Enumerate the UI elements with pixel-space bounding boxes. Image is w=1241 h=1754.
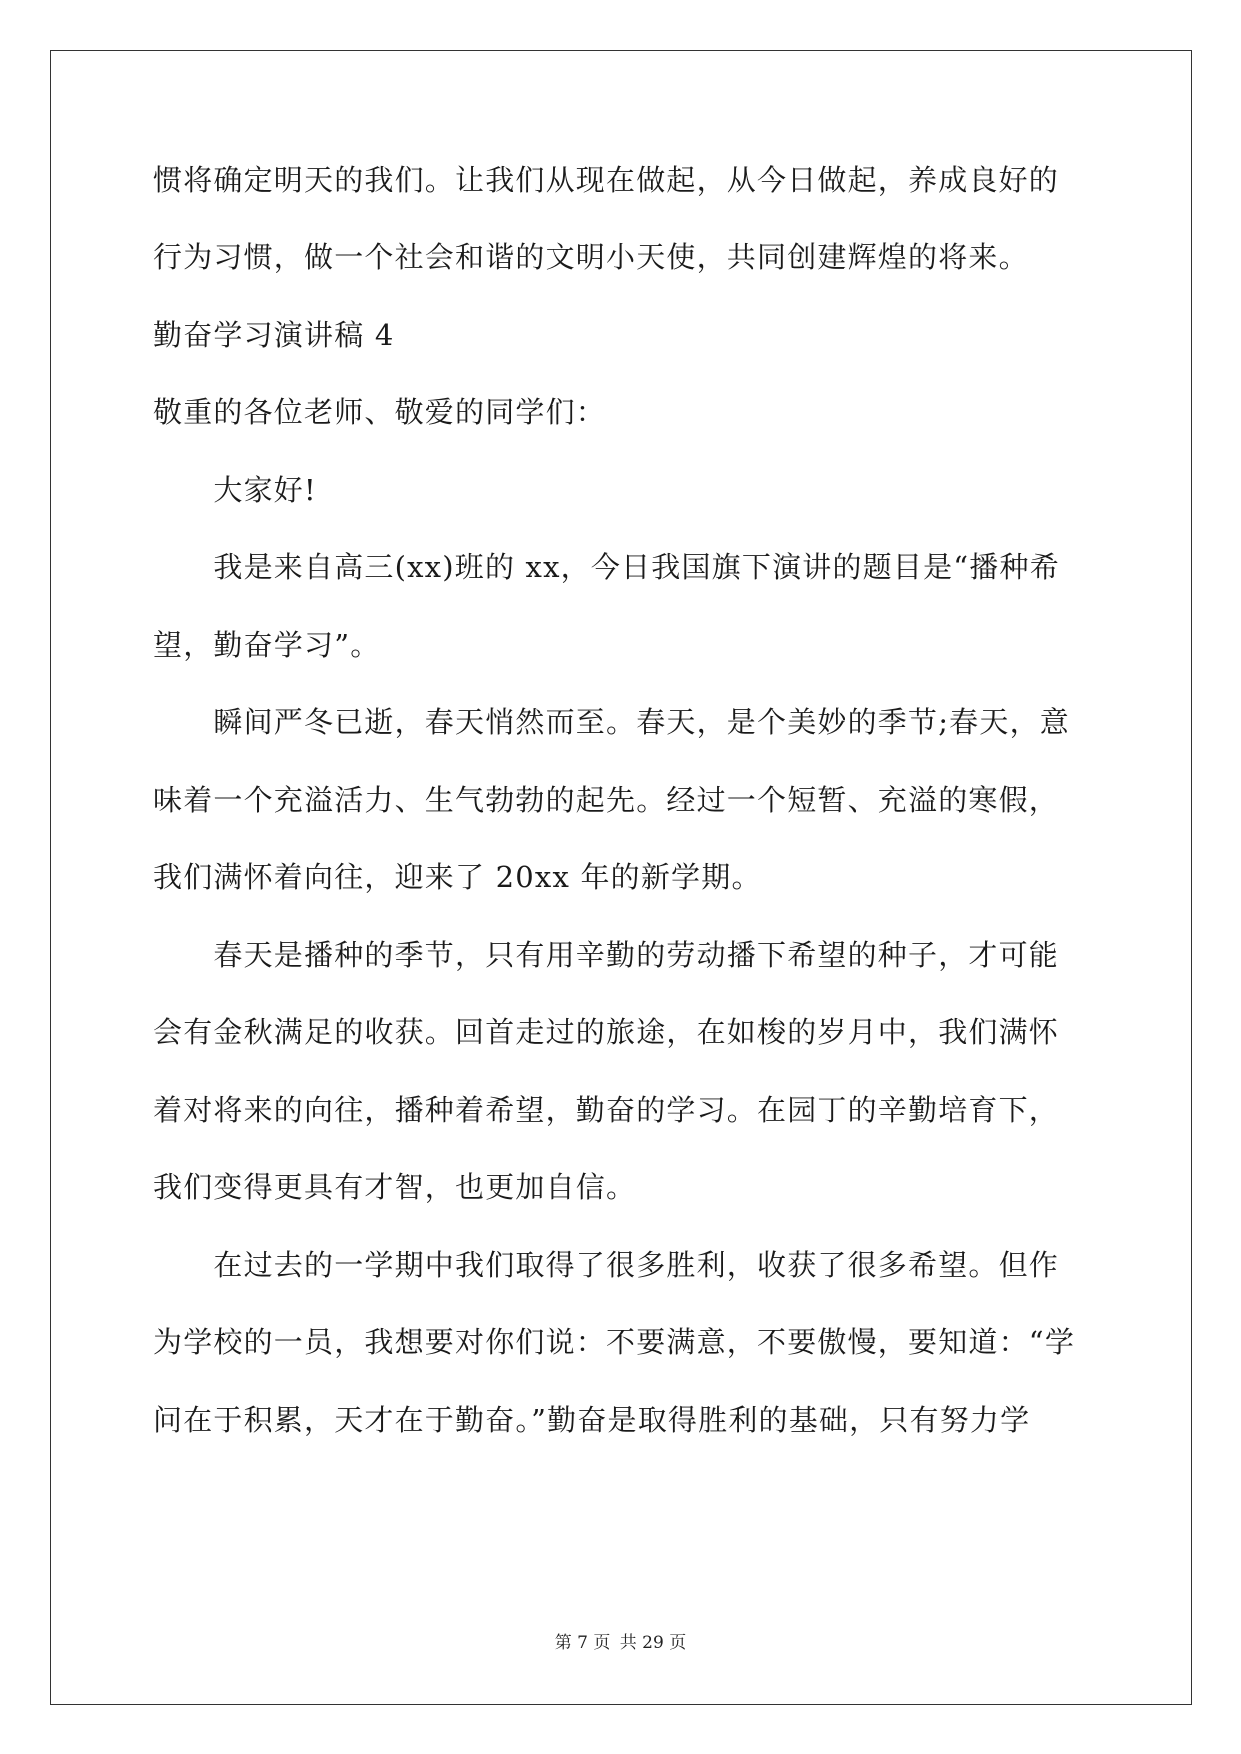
text-line: 为学校的一员，我想要对你们说：不要满意，不要傲慢，要知道：“学 [153,1325,1076,1359]
page-footer [0,1632,1241,1654]
text-line: 行为习惯，做一个社会和谐的文明小天使，共同创建辉煌的将来。 [153,240,1029,274]
text-line: 我是来自高三(xx)班的 xx，今日我国旗下演讲的题目是“播种希 [153,550,1060,584]
text-line: 瞬间严冬已逝，春天悄然而至。春天，是个美妙的季节;春天，意 [153,705,1070,739]
greeting: 大家好! [153,473,317,507]
text-line: 望，勤奋学习”。 [153,628,381,662]
text-line: 着对将来的向往，播种着希望，勤奋的学习。在园丁的辛勤培育下， [153,1093,1060,1127]
text-line: 惯将确定明天的我们。让我们从现在做起，从今日做起，养成良好的 [153,163,1060,197]
text-line: 我们变得更具有才智，也更加自信。 [153,1170,637,1204]
page-number: 第 7 页 [554,1633,611,1653]
section-heading: 勤奋学习演讲稿 4 [153,318,395,352]
text-line: 问在于积累，天才在于勤奋。”勤奋是取得胜利的基础，只有努力学 [153,1403,1031,1437]
text-line: 在过去的一学期中我们取得了很多胜利，收获了很多希望。但作 [153,1248,1060,1282]
salutation: 敬重的各位老师、敬爱的同学们： [153,395,607,429]
text-line: 我们满怀着向往，迎来了 20xx 年的新学期。 [153,860,762,894]
text-line: 味着一个充溢活力、生气勃勃的起先。经过一个短暂、充溢的寒假， [153,783,1060,817]
page-total: 共 29 页 [619,1633,687,1653]
text-line: 春天是播种的季节，只有用辛勤的劳动播下希望的种子，才可能 [153,938,1060,972]
text-line: 会有金秋满足的收获。回首走过的旅途，在如梭的岁月中，我们满怀 [153,1015,1060,1049]
